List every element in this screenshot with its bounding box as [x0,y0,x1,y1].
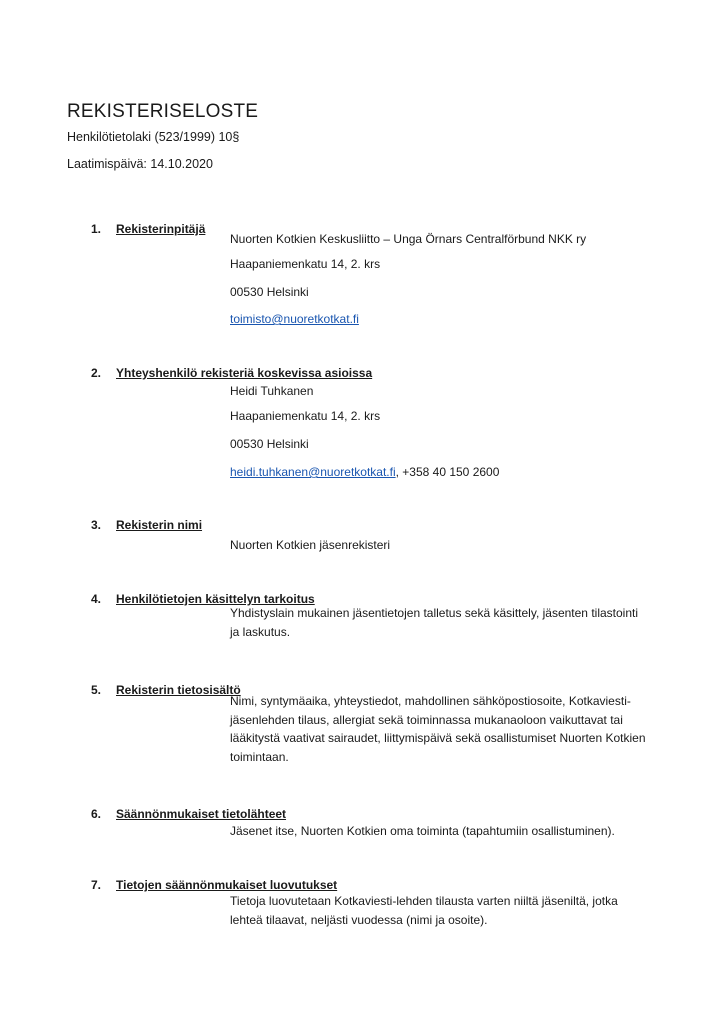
contact-email-link[interactable]: heidi.tuhkanen@nuoretkotkat.fi [230,465,396,479]
section-7-heading [91,878,337,892]
controller-address: Haapaniemenkatu 14, 2. krs [230,257,381,271]
creation-date: Laatimispäivä: 14.10.2020 [67,157,213,171]
contact-name: Heidi Tuhkanen [230,384,314,398]
contact-details [230,465,499,479]
section-2-heading [91,366,372,380]
section-title: Säännönmukaiset tietolähteet [116,807,287,821]
controller-name: Nuorten Kotkien Keskusliitto – Unga Örnars Centralförbund NKK ry [230,232,587,246]
section-number: 1. [91,222,102,236]
section-number: 5. [91,683,102,697]
law-reference: Henkilötietolaki (523/1999) 10§ [67,130,240,144]
section-title: Rekisterin tietosisältö [116,683,241,697]
disclosures-text: Tietoja luovutetaan Kotkaviesti-lehden tilausta varten niiltä jäseniltä, jotka lehteä tilaavat, neljästi vuodessa (nimi ja osoite). [230,894,618,927]
controller-email-link[interactable]: toimisto@nuoretkotkat.fi [230,312,359,326]
section-3-heading [91,518,202,532]
section-6-heading [91,807,286,821]
section-number: 4. [91,592,102,606]
section-number: 7. [91,878,102,892]
contact-address: Haapaniemenkatu 14, 2. krs [230,409,381,423]
section-number: 6. [91,807,102,821]
register-name: Nuorten Kotkien jäsenrekisteri [230,538,391,552]
contact-phone: , +358 40 150 2600 [395,465,500,479]
contact-city: 00530 Helsinki [230,437,309,451]
register-content-text: Nimi, syntymäaika, yhteystiedot, mahdollinen sähköpostiosoite, Kotkaviesti-jäsenlehden tilaus, allergiat sekä toiminnassa mukanaoloon vaikuttavat tai lääkitystä vaativat sairaudet, liittymispäivä sekä osallistumiset Nuorten Kotkien toimintaan. [230,694,646,764]
section-number: 3. [91,518,102,532]
section-title: Yhteyshenkilö rekisteriä koskevissa asioissa [116,366,373,380]
controller-city: 00530 Helsinki [230,285,309,299]
section-1-heading [91,222,205,236]
processing-purpose-text: Yhdistyslain mukainen jäsentietojen talletus sekä käsittely, jäsenten tilastointi ja laskutus. [230,606,638,639]
section-title: Rekisterinpitäjä [116,222,206,236]
section-5-heading [91,683,241,697]
section-number: 2. [91,366,102,380]
section-title: Tietojen säännönmukaiset luovutukset [116,878,338,892]
section-title: Rekisterin nimi [116,518,203,532]
section-title: Henkilötietojen käsittelyn tarkoitus [116,592,315,606]
document-title: REKISTERISELOSTE [67,101,259,122]
data-sources-text: Jäsenet itse, Nuorten Kotkien oma toiminta (tapahtumiin osallistuminen). [230,824,615,838]
